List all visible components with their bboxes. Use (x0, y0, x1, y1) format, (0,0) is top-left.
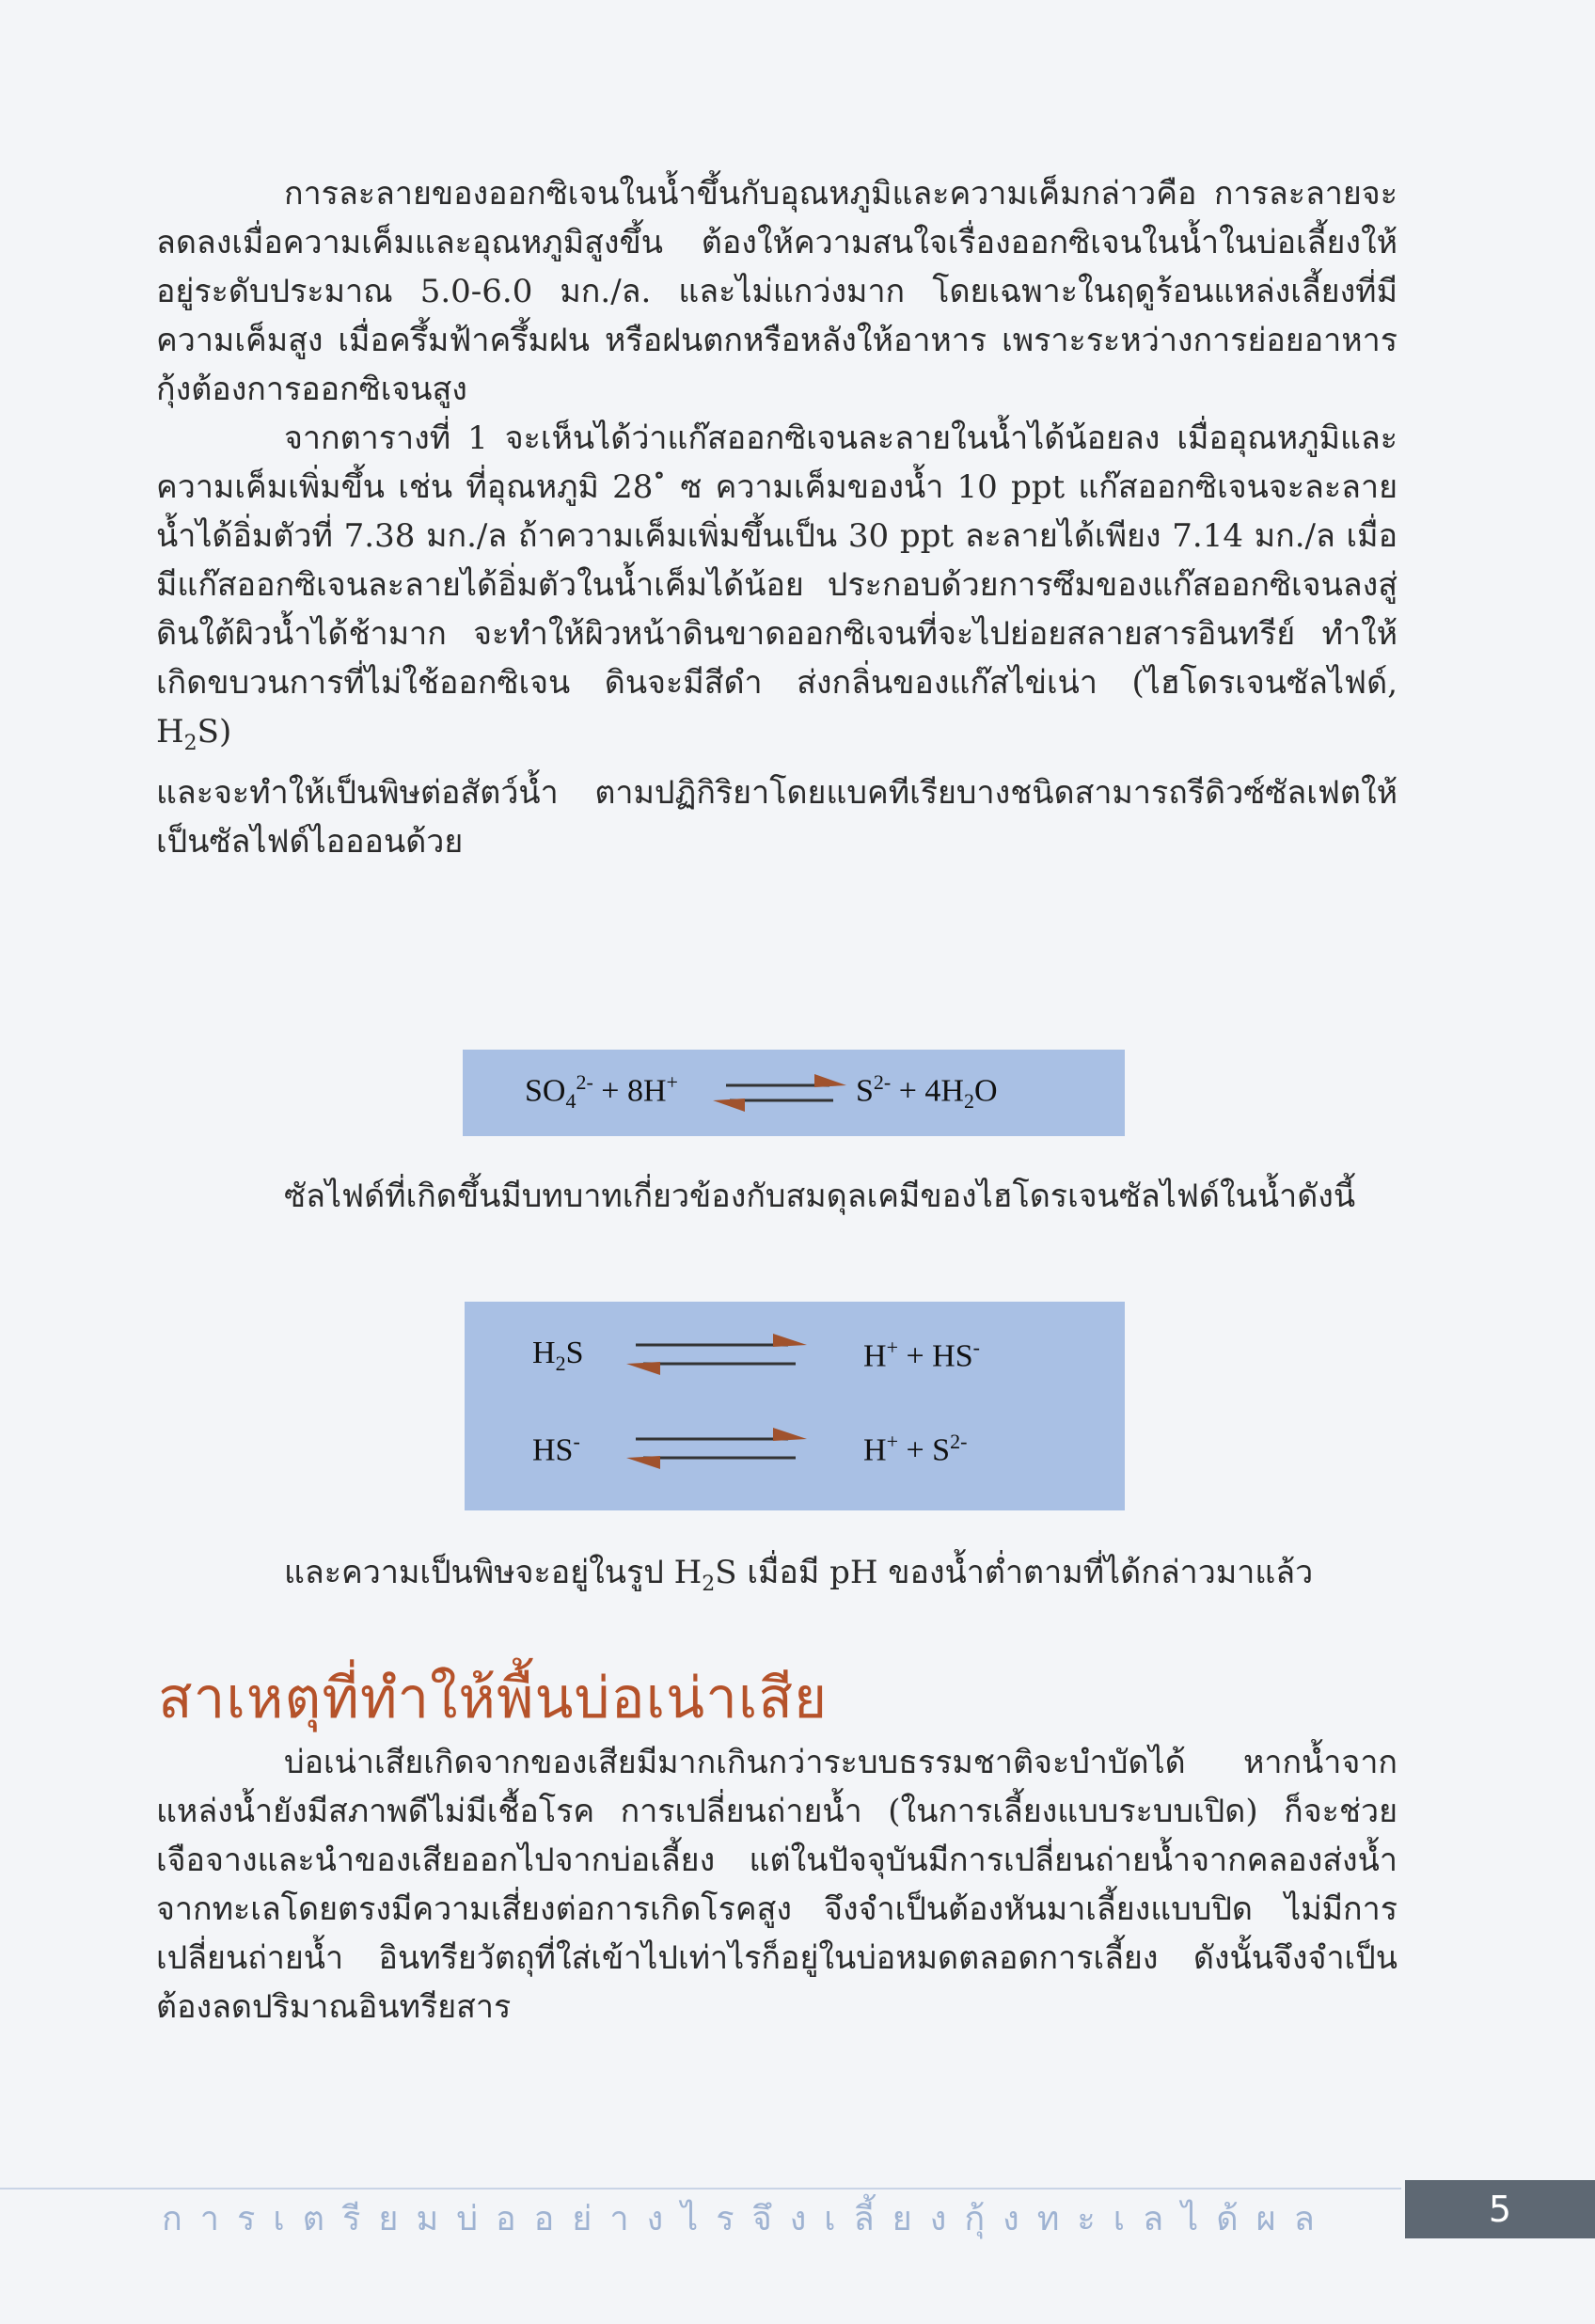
paragraph-toxicity: และจะทำให้เป็นพิษต่อสัตว์น้ำ ตามปฏิกิริยาโดยแบคทีเรียบางชนิดสามารถรีดิวซ์ซัลเฟตให้เป็นซัลไฟด์ไอออนด้วย (156, 773, 1398, 861)
eq2-r2r-h: H (863, 1432, 887, 1468)
toxic-line-a: และความเป็นพิษจะอยู่ในรูป H (284, 1554, 703, 1591)
eq1-water-sub: 2 (963, 1089, 974, 1114)
h2s-formula-inline (156, 713, 232, 755)
page-number: 5 (1405, 2180, 1595, 2238)
eq2-r1r-hs: + HS (897, 1338, 973, 1374)
eq2-r1-sub: 2 (555, 1351, 566, 1375)
eq2-r2r-sup2: 2- (950, 1430, 968, 1453)
eq1-so-sup: 2- (576, 1070, 593, 1094)
body-text-toxicity (156, 1548, 1398, 1609)
body-text-top (156, 169, 1398, 866)
h2s-sub: 2 (183, 731, 197, 755)
eq1-plus-water: + 4H (898, 1073, 964, 1109)
eq1-h-sup: + (666, 1070, 678, 1094)
paragraph-sulfide-equilibrium: ซัลไฟด์ที่เกิดขึ้นมีบทบาทเกี่ยวข้องกับสมดุลเคมีของไฮโดรเจนซัลไฟด์ในน้ำดังนี้ (284, 1178, 1356, 1215)
equilibrium-arrows-icon (623, 1324, 811, 1390)
eq2-r1r-h: H (863, 1338, 887, 1374)
eq2-row1-right (863, 1336, 980, 1374)
paragraph-h2s-ph (156, 1548, 1398, 1609)
eq1-left-side (525, 1070, 678, 1114)
eq2-r2r-sup: + (886, 1430, 898, 1453)
eq2-r2-sup: - (573, 1430, 580, 1453)
eq2-r1-h: H (532, 1336, 556, 1370)
eq1-right-side (856, 1070, 998, 1114)
footer-divider (0, 2188, 1401, 2190)
eq1-so-sub: 4 (565, 1089, 576, 1114)
eq1-s: S (856, 1073, 874, 1109)
paragraph-table-reference-text: จากตารางที่ 1 จะเห็นได้ว่าแก๊สออกซิเจนละลายในน้ำได้น้อยลง เมื่ออุณหภูมิและความเค็มเพิ่มขึ้น เช่น ที่อุณหภูมิ 28 ํ ซ ความเค็มของน้ำ 10 ppt แก๊สออกซิเจนจะละลายน้ำได้อิ่มตัวที่ 7.38 มก./ล ถ้าความเค็มเพิ่มขึ้นเป็น 30 ppt ละลายได้เพียง 7.14 มก./ล เมื่อมีแก๊สออกซิเจนละลายได้อิ่มตัวในน้ำเค็มได้น้อย ประกอบด้วยการซึมของแก๊สออกซิเจนลงสู่ดินใต้ผิวน้ำได้ช้ามาก จะทำให้ผิวหน้าดินขาดออกซิเจนที่จะไปย่อยสลายสารอินทรีย์ ทำให้เกิดขบวนการที่ไม่ใช้ออกซิเจน ดินจะมีสีดำ ส่งกลิ่นของแก๊สไข่เน่า (ไฮโดรเจนซัลไฟด์, (156, 419, 1398, 702)
eq2-r1-s: S (565, 1336, 584, 1370)
body-text-middle (156, 1172, 1398, 1221)
eq2-r2-hs: HS (532, 1432, 574, 1468)
equilibrium-arrows-icon (623, 1418, 811, 1484)
eq2-row2-left (532, 1430, 580, 1468)
equation-box-sulfate-reduction (463, 1050, 1125, 1136)
eq1-plus-h: + 8H (601, 1073, 667, 1109)
footer-book-title: การเตรียมบ่ออย่างไรจึงเลี้ยงกุ้งทะเลได้ผล (162, 2200, 1333, 2238)
h2s-tail: S) (197, 713, 232, 751)
toxic-line-sub: 2 (702, 1572, 716, 1596)
eq1-s-sup: 2- (873, 1070, 892, 1094)
eq2-r2r-s: + S (897, 1432, 951, 1468)
equilibrium-arrows-icon (709, 1065, 850, 1121)
paragraph-oxygen-solubility: การละลายของออกซิเจนในน้ำขึ้นกับอุณหภูมิและความเค็มกล่าวคือ การละลายจะลดลงเมื่อความเค็มและอุณหภูมิสูงขึ้น ต้องให้ความสนใจเรื่องออกซิเจนในน้ำในบ่อเลี้ยงให้อยู่ระดับประมาณ 5.0-6.0 มก./ล. และไม่แกว่งมาก โดยเฉพาะในฤดูร้อนแหล่งเลี้ยงที่มีความเค็มสูง เมื่อครึ้มฟ้าครึ้มฝน หรือฝนตกหรือหลังให้อาหาร เพราะระหว่างการย่อยอาหาร กุ้งต้องการออกซิเจนสูง (156, 175, 1398, 408)
body-text-bottom (156, 1738, 1398, 2032)
eq2-row2-right (863, 1430, 967, 1468)
paragraph-table-reference (156, 414, 1398, 768)
eq2-r1r-sup2: - (972, 1336, 980, 1359)
eq1-water-o: O (973, 1073, 998, 1109)
section-heading: สาเหตุที่ทำให้พื้นบ่อเน่าเสีย (158, 1666, 829, 1731)
equation-box-h2s-equilibrium (465, 1302, 1125, 1510)
paragraph-pond-spoilage: บ่อเน่าเสียเกิดจากของเสียมีมากเกินกว่าระบบธรรมชาติจะบำบัดได้ หากน้ำจากแหล่งน้ำยังมีสภาพดีไม่มีเชื้อโรค การเปลี่ยนถ่ายน้ำ (ในการเลี้ยงแบบระบบเปิด) ก็จะช่วยเจือจางและนำของเสียออกไปจากบ่อเลี้ยง แต่ในปัจจุบันมีการเปลี่ยนถ่ายน้ำจากคลองส่งน้ำจากทะเลโดยตรงมีความเสี่ยงต่อการเกิดโรคสูง จึงจำเป็นต้องหันมาเลี้ยงแบบปิด ไม่มีการเปลี่ยนถ่ายน้ำ อินทรียวัตถุที่ใส่เข้าไปเท่าไรก็อยู่ในบ่อหมดตลอดการเลี้ยง ดังนั้นจึงจำเป็นต้องลดปริมาณอินทรียสาร (156, 1744, 1398, 2026)
h2s-h: H (156, 713, 184, 751)
eq1-so: SO (525, 1073, 566, 1109)
toxic-line-b: S เมื่อมี pH ของน้ำต่ำตามที่ได้กล่าวมาแล้ว (715, 1554, 1314, 1591)
eq2-row1-left (532, 1336, 583, 1376)
eq2-r1r-sup: + (886, 1336, 898, 1359)
